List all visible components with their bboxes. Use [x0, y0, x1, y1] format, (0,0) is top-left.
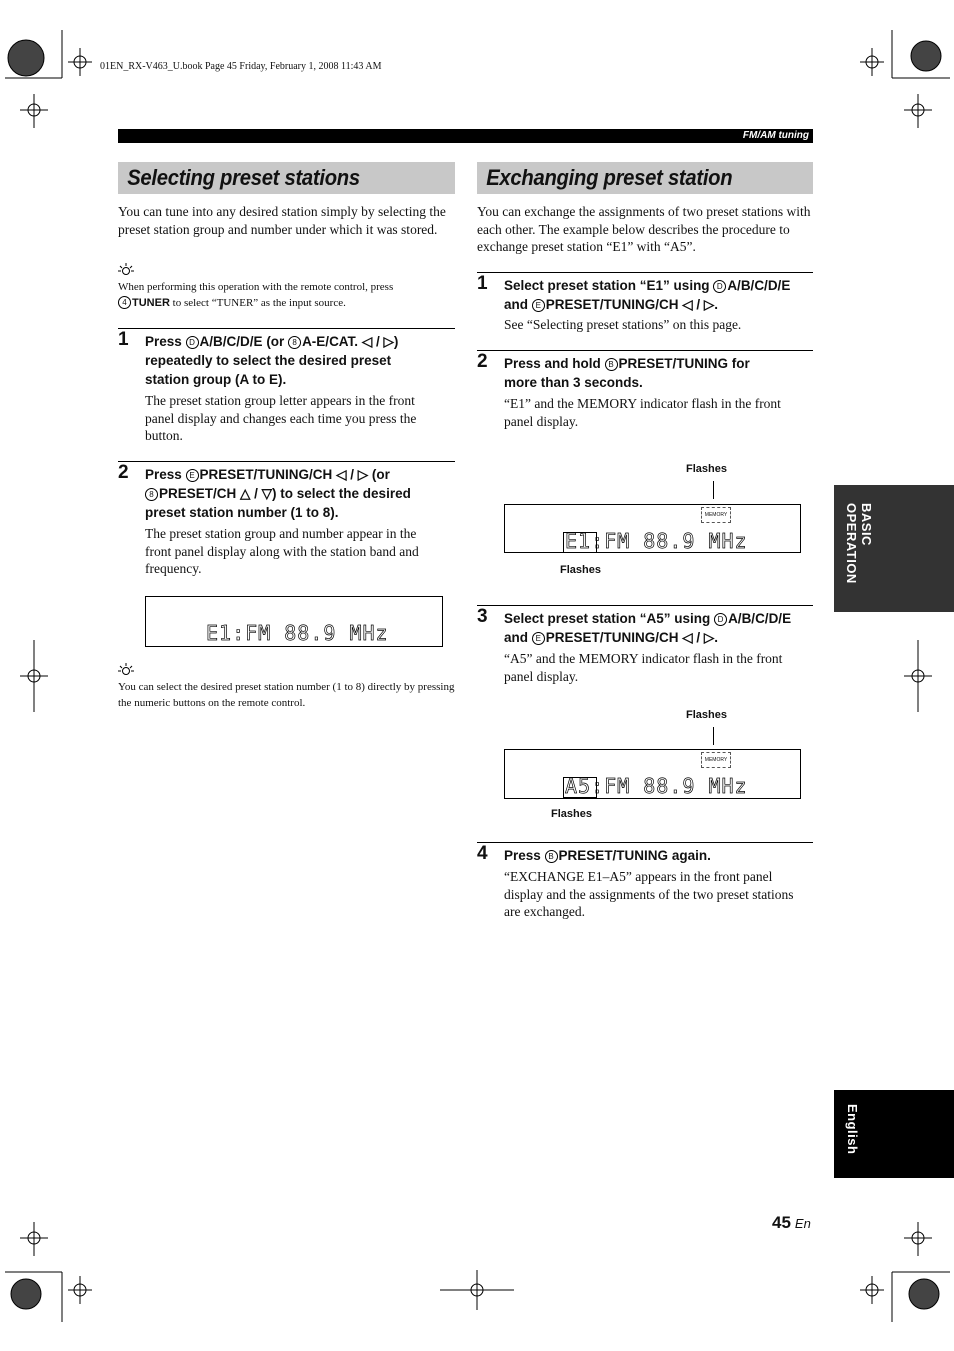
right-step1-body: See “Selecting preset stations” on this page.	[504, 317, 742, 332]
step-divider	[477, 605, 813, 606]
circled-key-d: D	[186, 336, 199, 349]
front-panel-display	[504, 504, 801, 553]
circled-key-8: 8	[288, 336, 301, 349]
front-panel-display	[504, 749, 801, 799]
tip-text-b: to select “TUNER” as the input source.	[169, 297, 346, 309]
step-number: 3	[477, 606, 488, 627]
tip-numeric-note: You can select the desired preset station number (1 to 8) directly by pressing the numeric buttons on the remote control.	[118, 681, 455, 709]
circled-key-d: D	[713, 280, 726, 293]
left-step2-title: Press E PRESET/TUNING/CH ◁ / ▷ (or 8 PRESET/CH △ / ▽) to select the desired preset station number (1 to 8).	[145, 467, 411, 520]
left-section-title: Selecting preset stations	[127, 165, 360, 190]
side-tab-label: English	[845, 1104, 860, 1155]
callout-line	[713, 727, 714, 745]
memory-indicator: MEMORY	[701, 507, 731, 523]
circled-key-4: 4	[118, 296, 131, 309]
flashes-label-bottom: Flashes	[560, 564, 601, 576]
step-divider	[477, 272, 813, 273]
right-step2-body: “E1” and the MEMORY indicator flash in the front panel display.	[504, 396, 781, 429]
side-tab-basic-operation	[834, 485, 954, 612]
right-section-heading	[477, 162, 813, 194]
left-intro: You can tune into any desired station simply by selecting the preset station group and number under which it was stored.	[118, 204, 446, 237]
tip-icon	[118, 263, 134, 277]
side-tab-english	[834, 1090, 954, 1178]
left-step1-title: Press D A/B/C/D/E (or 8 A-E/CAT. ◁ / ▷) repeatedly to select the desired preset station group (A to E).	[145, 334, 399, 387]
tip-icon	[118, 663, 134, 677]
book-info-line: 01EN_RX-V463_U.book Page 45 Friday, February 1, 2008 11:43 AM	[100, 61, 382, 72]
right-step2-title: Press and hold B PRESET/TUNING for more than 3 seconds.	[504, 356, 750, 390]
right-section-title: Exchanging preset station	[486, 165, 733, 190]
side-tab-label: BASIC OPERATION	[844, 503, 874, 584]
flashes-label-top: Flashes	[686, 709, 727, 721]
left-step1-body: The preset station group letter appears in the front panel display and changes each time you press the button.	[145, 393, 417, 444]
flashes-label-top: Flashes	[686, 463, 727, 475]
circled-key-b: B	[545, 850, 558, 863]
circled-key-b: B	[605, 358, 618, 371]
circled-key-e: E	[532, 299, 545, 312]
circled-key-e: E	[532, 632, 545, 645]
flashes-label-bottom: Flashes	[551, 808, 592, 820]
page-number: 45 En	[772, 1213, 811, 1232]
step-number: 2	[118, 462, 129, 483]
lcd-readout: E1:FM 88.9 MHz	[206, 621, 389, 645]
callout-line	[713, 481, 714, 499]
step-divider	[118, 328, 455, 329]
lcd-readout: E1:FM 88.9 MHz	[565, 529, 748, 553]
circled-key-8: 8	[145, 488, 158, 501]
right-step1-title: Select preset station “E1” using D A/B/C/D/E and E PRESET/TUNING/CH ◁ / ▷.	[504, 278, 791, 312]
step-number: 1	[477, 273, 488, 294]
circled-key-d: D	[714, 613, 727, 626]
right-step3-body: “A5” and the MEMORY indicator flash in the front panel display.	[504, 651, 783, 684]
section-label: FM/AM tuning	[742, 130, 809, 141]
right-intro: You can exchange the assignments of two preset stations with each other. The example below describes the procedure to exchange preset station “E1” with “A5”.	[477, 204, 811, 255]
front-panel-display	[145, 596, 443, 647]
step-number: 1	[118, 329, 129, 350]
section-header-bar	[118, 129, 813, 143]
right-step4-body: “EXCHANGE E1–A5” appears in the front panel display and the assignments of the two preset stations are exchanged.	[504, 869, 794, 920]
step-number: 2	[477, 351, 488, 372]
step-divider	[477, 842, 813, 843]
step-divider	[118, 461, 455, 462]
tip-text-a: When performing this operation with the remote control, press	[118, 281, 394, 293]
circled-key-e: E	[186, 469, 199, 482]
step-divider	[477, 350, 813, 351]
memory-indicator: MEMORY	[701, 752, 731, 768]
left-step2-body: The preset station group and number appear in the front panel display along with the station band and frequency.	[145, 526, 419, 577]
lcd-readout: A5:FM 88.9 MHz	[565, 774, 748, 798]
tip-remote-note	[118, 279, 455, 311]
left-section-heading	[118, 162, 455, 194]
right-step3-title: Select preset station “A5” using D A/B/C/D/E and E PRESET/TUNING/CH ◁ / ▷.	[504, 611, 792, 645]
right-step4-title: Press B PRESET/TUNING again.	[504, 848, 711, 863]
step-number: 4	[477, 843, 488, 864]
tuner-key-label: TUNER	[132, 297, 170, 309]
